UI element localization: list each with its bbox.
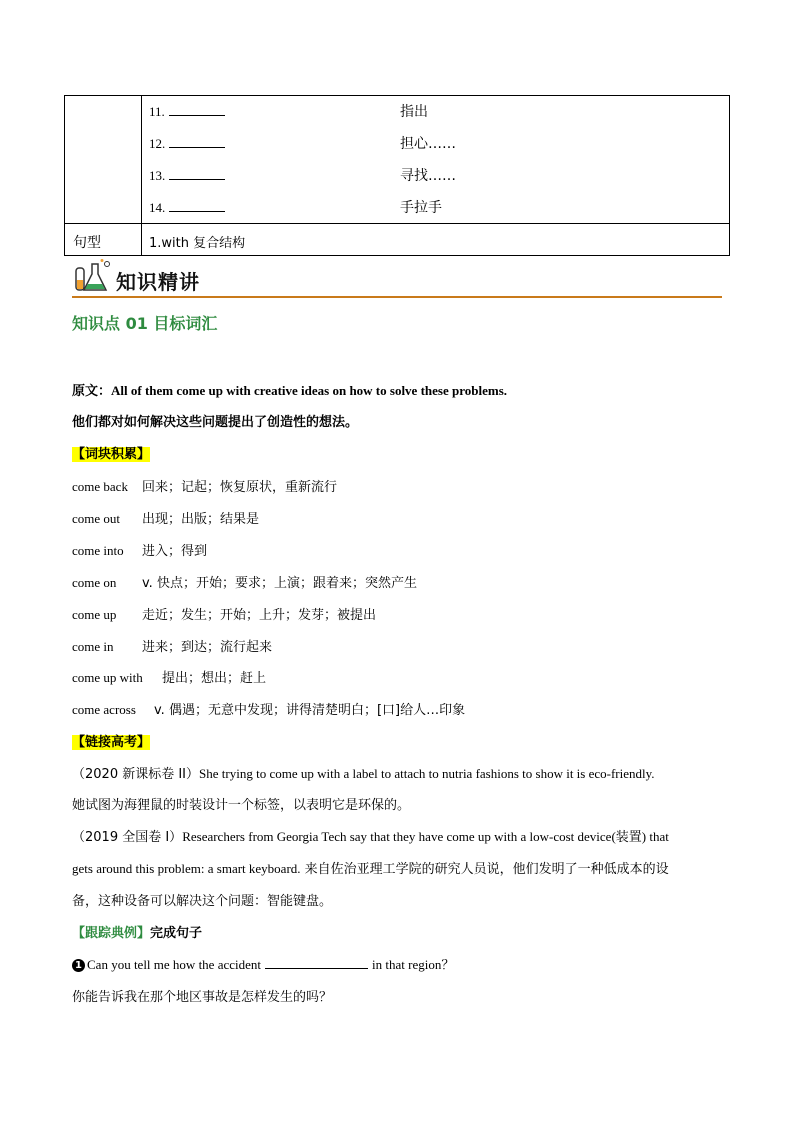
phrase-meaning: 出现；出版；结果是	[142, 512, 260, 527]
gaokao-tag: 【链接高考】	[72, 735, 151, 750]
original-sentence	[72, 380, 507, 399]
example-english: Researchers from Georgia Tech say that they have come up with a low-cost device(装置) that	[182, 829, 669, 844]
list-item	[72, 476, 337, 495]
practice-tag: 【跟踪典例】	[72, 926, 151, 941]
example-english: gets around this problem: a smart keyboard.	[72, 861, 301, 876]
phrase: come across	[72, 702, 136, 717]
answer-blank[interactable]	[169, 135, 225, 148]
practice-question	[72, 954, 454, 973]
table-divider-vertical	[141, 96, 142, 255]
phrase-meaning: 走近；发生；开始；上升；发芽；被提出	[142, 608, 377, 623]
example-translation: 备，这种设备可以解决这个问题：智能键盘。	[72, 894, 333, 909]
vocab-table	[64, 95, 730, 256]
phrase: come back	[72, 479, 128, 494]
list-item	[72, 540, 207, 559]
list-item	[72, 572, 417, 591]
section-rule	[72, 296, 722, 298]
item-meaning: 担心……	[400, 136, 456, 152]
example-source: （2020 新课标卷 II）	[72, 767, 200, 782]
example-translation: 她试图为海狸鼠的时装设计一个标签，以表明它是环保的。	[72, 798, 411, 813]
item-number: 14.	[149, 200, 166, 215]
original-label: 原文：	[72, 383, 112, 398]
phrase: come up	[72, 607, 117, 622]
list-item	[72, 636, 272, 655]
phrase-meaning: 进来；到达；流行起来	[142, 640, 273, 655]
item-meaning: 手拉手	[400, 200, 442, 216]
example-translation: 来自佐治亚理工学院的研究人员说，他们发明了一种低成本的设	[304, 862, 669, 877]
item-number: 12.	[149, 136, 166, 151]
answer-blank[interactable]	[265, 956, 368, 969]
example-source: （2019 全国卷 I）	[72, 830, 183, 845]
phrase: come up with	[72, 670, 143, 685]
answer-blank[interactable]	[169, 199, 225, 212]
phrase: come in	[72, 639, 114, 654]
phrase-meaning: 进入；得到	[142, 544, 208, 559]
example-english: She trying to come up with a label to attach to nutria fashions to show it is eco-friendly.	[199, 766, 655, 781]
accumulation-tag: 【词块积累】	[72, 447, 151, 462]
list-item	[72, 508, 259, 527]
original-translation: 他们都对如何解决这些问题提出了创造性的想法。	[72, 415, 359, 430]
item-number: 13.	[149, 168, 166, 183]
item-meaning: 指出	[400, 104, 428, 120]
practice-instruction: 完成句子	[150, 926, 203, 941]
section-header	[72, 258, 722, 298]
phrase-meaning: v. 偶遇；无意中发现；讲得清楚明白；[口]给人…印象	[154, 703, 466, 718]
list-item	[72, 667, 266, 686]
section-title: 知识精讲	[116, 270, 200, 294]
original-text: All of them come up with creative ideas on how to solve these problems.	[111, 383, 508, 398]
phrase: come into	[72, 543, 124, 558]
knowledge-point-title: 知识点 01 目标词汇	[72, 314, 218, 333]
item-meaning: 寻找……	[400, 168, 456, 184]
item-number: 11.	[149, 104, 165, 119]
phrase-meaning: 提出；想出；赶上	[162, 671, 267, 686]
list-item	[72, 699, 465, 718]
table-divider-horizontal	[65, 223, 729, 224]
phrase: come on	[72, 575, 117, 590]
list-item	[72, 604, 376, 623]
answer-blank[interactable]	[169, 103, 225, 116]
practice-heading	[72, 922, 202, 941]
phrase: come out	[72, 511, 121, 526]
gaokao-example-1	[72, 763, 655, 782]
question-number-badge: 1	[72, 959, 85, 972]
flask-icon	[72, 258, 112, 294]
gaokao-example-2	[72, 826, 669, 845]
question-text: Can you tell me how the accident	[87, 957, 262, 972]
gaokao-example-2-cont	[72, 858, 669, 877]
phrase-meaning: v. 快点；开始；要求；上演；跟着来；突然产生	[142, 576, 417, 591]
answer-blank[interactable]	[169, 167, 225, 180]
phrase-meaning: 回来；记起；恢复原状，重新流行	[142, 480, 338, 495]
question-text-end: in that region？	[372, 957, 455, 972]
question-translation: 你能告诉我在那个地区事故是怎样发生的吗？	[72, 990, 333, 1005]
sentence-label: 句型	[73, 235, 101, 251]
sentence-structure: 1.with 复合结构	[149, 236, 246, 251]
